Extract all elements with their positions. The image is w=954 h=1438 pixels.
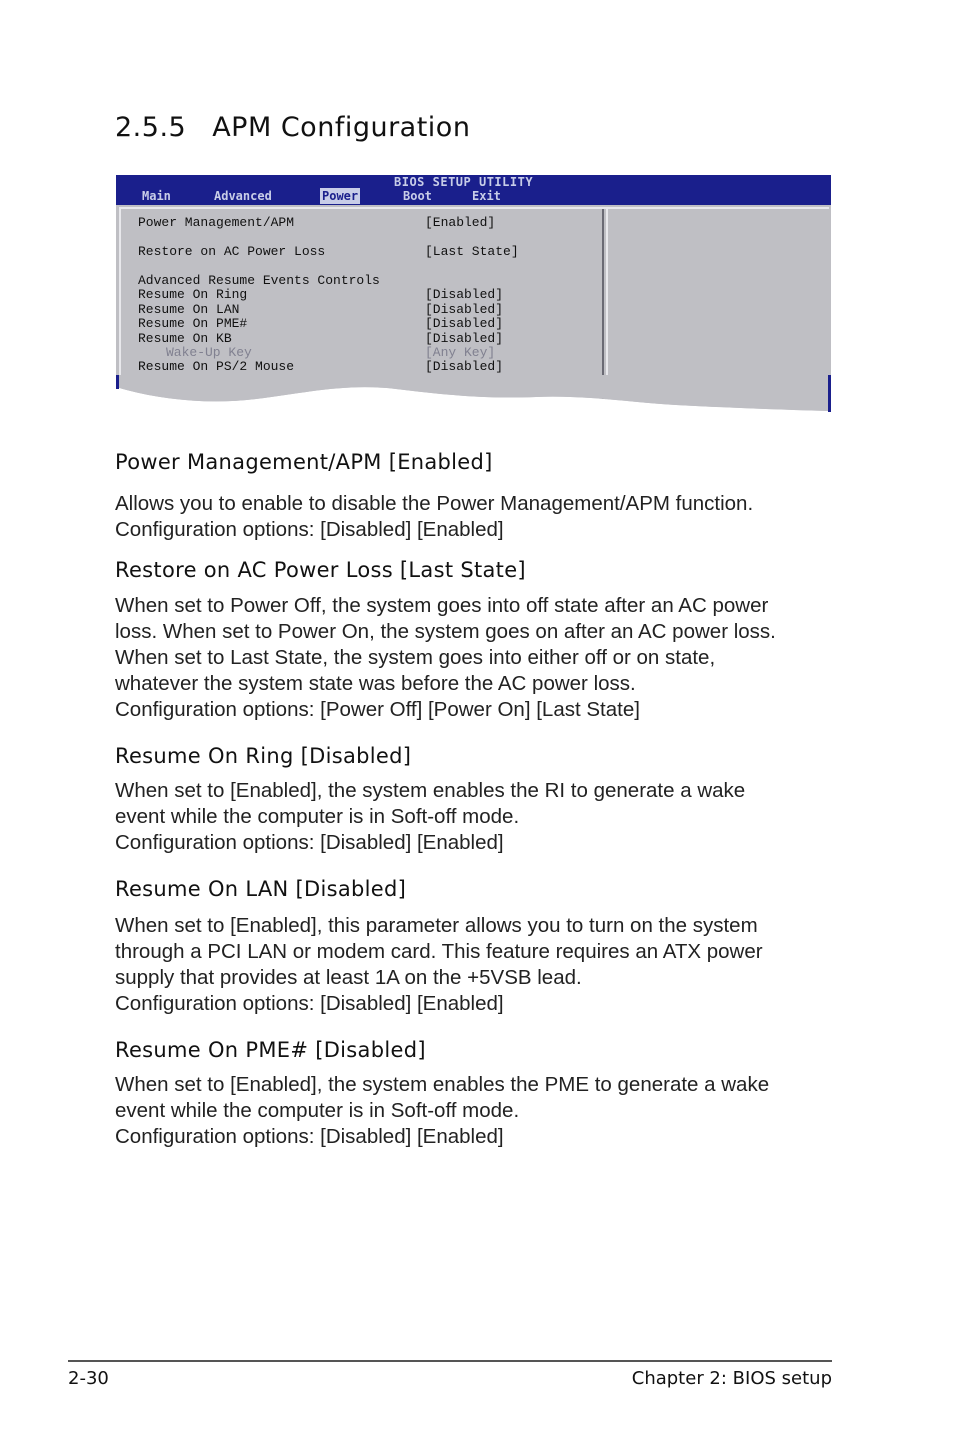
torn-edge (116, 375, 831, 415)
item-line: Configuration options: [Disabled] [Enabled] (115, 1125, 504, 1148)
bios-row-value[interactable]: [Disabled] (425, 359, 504, 374)
item-heading: Resume On LAN [Disabled] (115, 877, 407, 901)
item-line: Allows you to enable to disable the Power Management/APM function. (115, 492, 754, 515)
item-line: Configuration options: [Disabled] [Enabled] (115, 831, 504, 854)
bios-tab-boot[interactable]: Boot (403, 189, 432, 203)
bios-row-label[interactable]: Resume On LAN (138, 302, 240, 317)
bios-tab-advanced[interactable]: Advanced (214, 189, 272, 203)
bios-row-label[interactable]: Power Management/APM (138, 215, 295, 230)
bios-row-value[interactable]: [Disabled] (425, 302, 504, 317)
bios-row-value[interactable]: [Last State] (425, 244, 519, 259)
bios-group-heading: Advanced Resume Events Controls (138, 273, 380, 288)
item-line: event while the computer is in Soft-off mode. (115, 805, 520, 828)
item-line: When set to [Enabled], the system enables the PME to generate a wake (115, 1073, 770, 1096)
bios-tab-power[interactable]: Power (322, 189, 359, 203)
section-number: 2.5.5 (115, 112, 187, 143)
bios-row-value[interactable]: [Disabled] (425, 316, 504, 331)
item-line: Configuration options: [Disabled] [Enabled] (115, 992, 504, 1015)
item-description (115, 778, 835, 856)
bios-screenshot (116, 175, 831, 415)
chapter-label: Chapter 2: BIOS setup (631, 1368, 832, 1389)
item-line: When set to [Enabled], the system enables the RI to generate a wake (115, 779, 746, 802)
item-line: through a PCI LAN or modem card. This feature requires an ATX power (115, 940, 763, 963)
bios-tab-exit[interactable]: Exit (472, 189, 501, 203)
item-line: When set to Last State, the system goes into either off or on state, (115, 646, 716, 669)
section-title (115, 112, 470, 143)
page-number: 2-30 (68, 1368, 109, 1389)
bios-row-label[interactable]: Resume On KB (138, 331, 232, 346)
bios-header (116, 175, 831, 205)
item-description (115, 593, 835, 723)
item-heading: Power Management/APM [Enabled] (115, 450, 493, 474)
bios-tab-bar (116, 188, 831, 204)
item-line: whatever the system state was before the AC power loss. (115, 672, 636, 695)
item-line: loss. When set to Power On, the system goes on after an AC power loss. (115, 620, 776, 643)
section-title-text: APM Configuration (212, 112, 471, 143)
item-line: Configuration options: [Disabled] [Enabled] (115, 518, 504, 541)
bios-row-label[interactable]: Resume On PS/2 Mouse (138, 359, 295, 374)
item-line: event while the computer is in Soft-off mode. (115, 1099, 520, 1122)
bios-row-label[interactable]: Resume On PME# (138, 316, 248, 331)
item-line: Configuration options: [Power Off] [Power On] [Last State] (115, 698, 640, 721)
bios-row-value[interactable]: [Disabled] (425, 287, 504, 302)
item-heading: Restore on AC Power Loss [Last State] (115, 558, 526, 582)
item-line: supply that provides at least 1A on the +5VSB lead. (115, 966, 582, 989)
bios-row-label-disabled: Wake-Up Key (166, 345, 252, 360)
bios-row-value[interactable]: [Enabled] (425, 215, 496, 230)
item-description (115, 1072, 835, 1150)
bios-tab-main[interactable]: Main (142, 189, 171, 203)
bios-row-value-disabled: [Any Key] (425, 345, 496, 360)
item-line: When set to [Enabled], this parameter allows you to turn on the system (115, 914, 758, 937)
bios-row-value[interactable]: [Disabled] (425, 331, 504, 346)
bios-row-label[interactable]: Restore on AC Power Loss (138, 244, 326, 259)
bios-utility-title: BIOS SETUP UTILITY (394, 175, 534, 189)
item-heading: Resume On PME# [Disabled] (115, 1038, 426, 1062)
item-line: When set to Power Off, the system goes into off state after an AC power (115, 594, 769, 617)
item-heading: Resume On Ring [Disabled] (115, 744, 412, 768)
footer-rule (68, 1360, 832, 1362)
item-description (115, 491, 835, 543)
item-description (115, 913, 835, 1017)
bios-row-label[interactable]: Resume On Ring (138, 287, 248, 302)
